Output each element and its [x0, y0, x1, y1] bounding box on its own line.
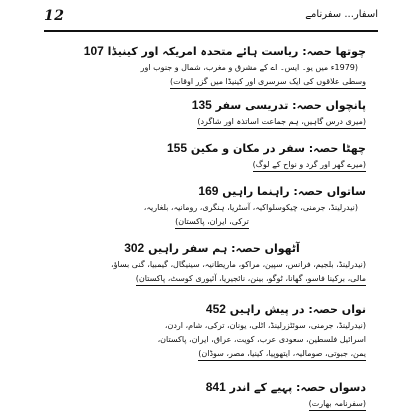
page-number: 12	[44, 8, 65, 24]
section-title: چوتھا حصہ: ریاست ہائے متحدہ امریکہ اور کینیڈا	[107, 45, 366, 58]
section-note: (نیدرلینڈ، جرمنی، سوئٹزرلینڈ، اٹلی، یونان، ترکی، شام، اردن،	[164, 321, 366, 330]
section-page: 169	[198, 184, 219, 198]
section-note	[58, 116, 366, 129]
section-title: دسواں حصہ: پہیے کے اندر	[229, 381, 366, 394]
section-heading	[58, 98, 366, 113]
section-note-text: مالی، برکینا فاسو، گھانا، ٹوگو، بینن، نائجیریا، آئیوری کوسٹ، پاکستان)	[136, 273, 366, 286]
section-note-text: وسطی علاقوں کی ایک سرسری اور کینیڈا میں گزر اوقات)	[170, 76, 366, 89]
section-title: چھٹا حصہ: سفر در مکان و مکین	[190, 142, 366, 155]
section-heading	[58, 44, 366, 59]
section-heading	[58, 302, 366, 317]
section-note	[58, 216, 366, 229]
section-heading	[58, 184, 366, 199]
section-page: 452	[205, 302, 226, 316]
section-note-text: (میرے گھر اور گرد و نواح کے لوگ)	[253, 159, 366, 172]
section-page: 155	[167, 141, 188, 155]
section-page: 302	[124, 241, 145, 255]
toc-section-9	[58, 302, 366, 361]
section-title: پانچواں حصہ: تدریسی سفر	[215, 99, 366, 112]
toc-section-10	[58, 380, 366, 411]
section-note-text: (میری درس گاہیں، ہم جماعت اساتذہ اور شاگرد)	[197, 116, 366, 129]
page-header	[44, 7, 378, 29]
section-title: ساتواں حصہ: راہنما راہیں	[222, 185, 366, 198]
section-note: اسرائیل فلسطین، سعودی عرب، کویت، عراق، ایران، پاکستان،	[157, 335, 366, 344]
section-page: 841	[205, 380, 226, 394]
section-note	[58, 348, 366, 361]
section-note	[58, 76, 366, 89]
section-note-text: ترکی، ایران، پاکستان)	[175, 216, 249, 229]
section-page: 135	[191, 98, 212, 112]
section-note-text: (سفرنامہ بھارت)	[309, 398, 366, 411]
section-page: 107	[83, 44, 104, 58]
section-title: آٹھواں حصہ: ہم سفر راہیں	[148, 242, 300, 255]
section-note: (نیدرلینڈ، بلجیم، فرانس، سپین، مراکو، ماریطانیہ، سینیگال، گیمبیا، گنی بساؤ،	[111, 260, 366, 269]
section-note	[58, 159, 366, 172]
toc-section-7	[58, 184, 366, 229]
section-note: (نیدرلینڈ، جرمنی، چیکوسلواکیہ، آسٹریا، ہنگری، رومانیہ، بلغاریہ،	[143, 203, 358, 212]
section-heading	[58, 241, 366, 256]
section-heading	[58, 380, 366, 395]
section-note-text: یمن، جبوتی، صومالیہ، ایتھوپیا، کینیا، مصر، سوڈان)	[198, 348, 366, 361]
toc-section-5	[58, 98, 366, 129]
toc-section-4	[58, 44, 366, 89]
running-title: اسفار... سفرنامے	[305, 9, 378, 20]
toc-section-6	[58, 141, 366, 172]
section-title: نواں حصہ: در پیش راہیں	[229, 303, 366, 316]
section-heading	[58, 141, 366, 156]
section-note	[58, 398, 366, 411]
section-note	[58, 273, 366, 286]
section-note: (1979ء میں یو۔ ایس۔ اے کے مشرق و مغرب، شمال و جنوب اور	[140, 63, 358, 72]
toc-section-8	[58, 241, 366, 286]
header-rule	[44, 30, 378, 32]
